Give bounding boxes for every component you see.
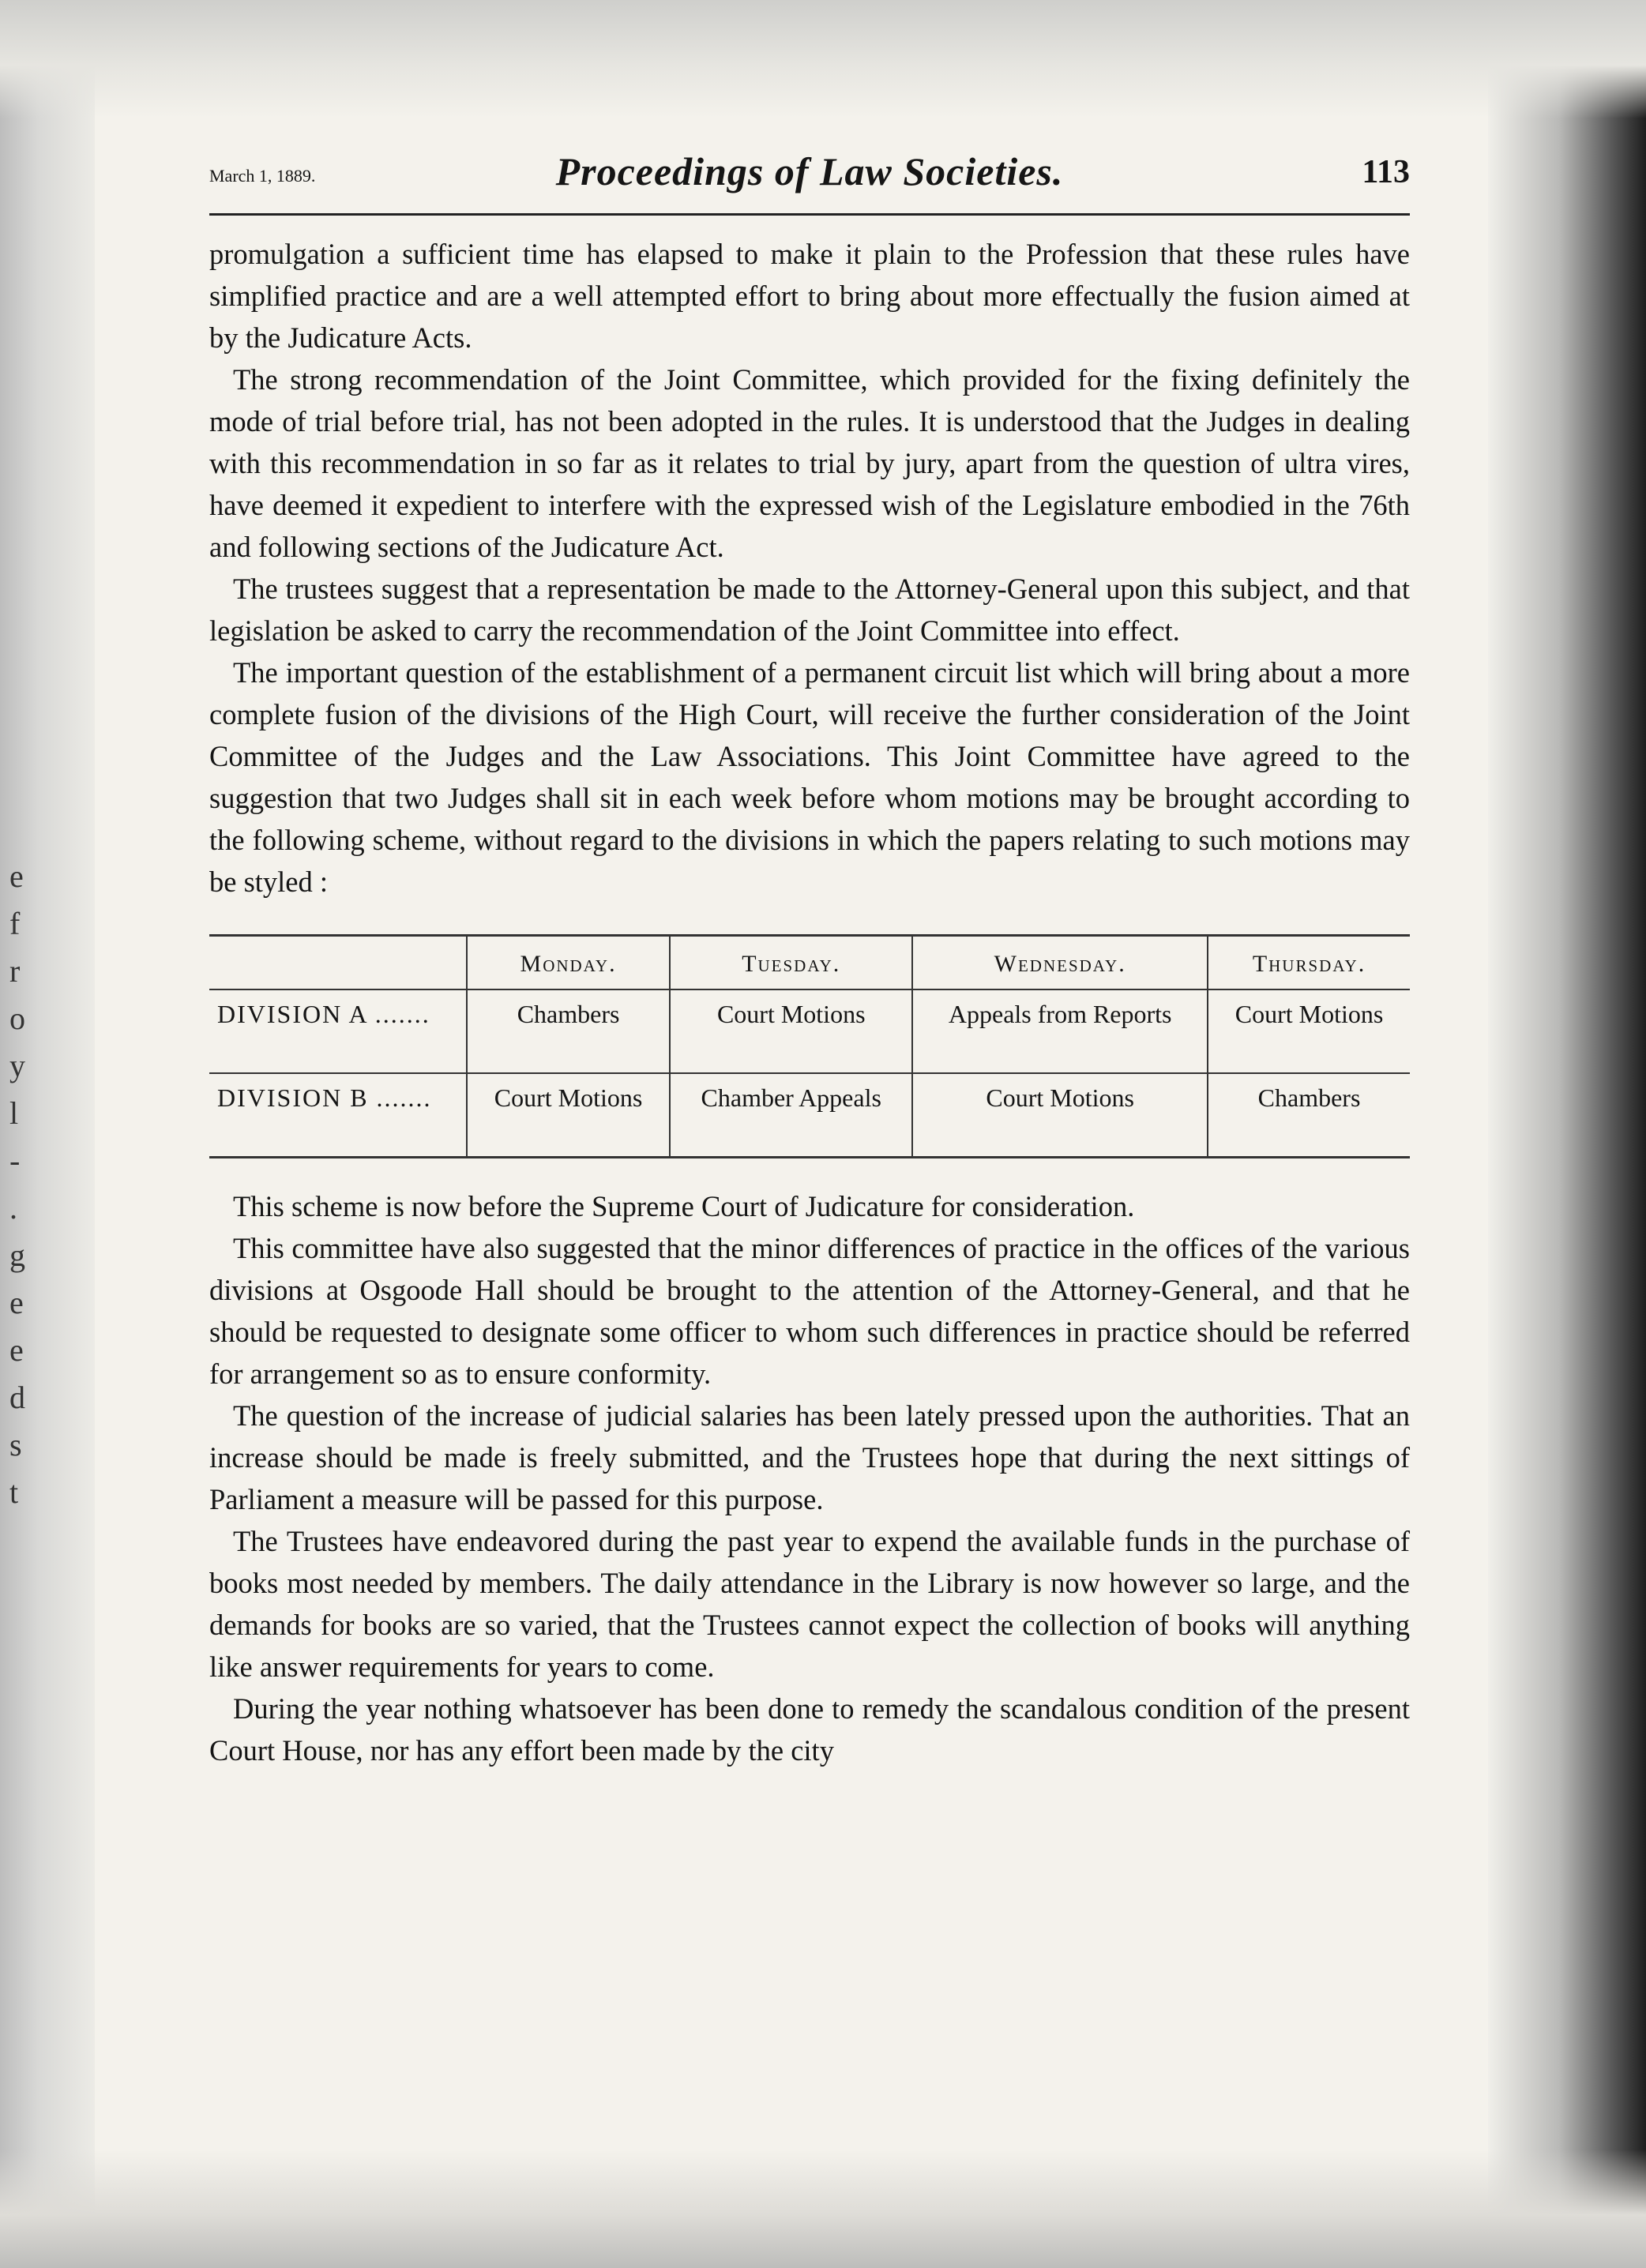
header-cell-wednesday: Wednesday. (912, 936, 1208, 990)
table-cell: Court Motions (1208, 989, 1410, 1073)
table-cell: Court Motions (467, 1073, 670, 1158)
paragraph-5: This scheme is now before the Supreme Court of Judicature for consideration. (233, 1190, 1135, 1222)
header-cell-thursday: Thursday. (1208, 936, 1410, 990)
header-cell-monday: Monday. (467, 936, 670, 990)
table-cell: Chambers (467, 989, 670, 1073)
bottom-page-edge (0, 2150, 1646, 2268)
paragraph-2: The strong recommendation of the Joint Committee, which provided for the fixing definitely the mode of trial before trial, has not been adopted in the rules. It is understood that the Judges in dealing with this recommendation in so far as it relates to trial by jury, apart from the question of ultra vires, have deemed it expedient to interfere with the expressed wish of the Legislature embodied in the 76th and following sections of the Judicature Act. (209, 363, 1410, 563)
table-cell: Court Motions (670, 989, 912, 1073)
header-cell-blank (209, 936, 467, 990)
header-cell-tuesday: Tuesday. (670, 936, 912, 990)
table-cell: Court Motions (912, 1073, 1208, 1158)
top-page-edge (0, 0, 1646, 118)
table-row (209, 1073, 1410, 1158)
paragraph-4: The important question of the establishment of a permanent circuit list which will bring about a more complete fusion of the divisions of the High Court, will receive the further consideration of the Joint Committee of the Judges and the Law Associations. This Joint Committee have agreed to the suggestion that two Judges shall sit in each week before whom motions may be brought according to the following scheme, without regard to the divisions in which the papers relating to such motions may be styled : (209, 656, 1410, 898)
header-title: Proceedings of Law Societies. (555, 149, 1064, 193)
page-number: 113 (1362, 154, 1410, 190)
paragraph-6: This committee have also suggested that the minor differences of practice in the offices of the various divisions at Osgoode Hall should be brought to the attention of the Attorney-General, and that he should be requested to designate some officer to whom such differences in practice should be referred for arrangement so as to ensure conformity. (209, 1232, 1410, 1390)
paragraph-8: The Trustees have endeavored during the past year to expend the available funds in the purchase of books most needed by members. The daily attendance in the Library is now however so large, and the demands for books are so varied, that the Trustees cannot expect the collection of books will anything like answer requirements for years to come. (209, 1525, 1410, 1683)
page-content (209, 142, 1410, 1771)
header-date: March 1, 1889. (209, 166, 316, 186)
table-cell: Chambers (1208, 1073, 1410, 1158)
table-row (209, 989, 1410, 1073)
facing-page-margin-letters: e f r o y l - . g e e d s t (9, 858, 25, 1510)
paragraph-9: During the year nothing whatsoever has been done to remedy the scandalous condition of the present Court House, nor has any effort been made by the city (209, 1692, 1410, 1767)
paragraph-1: promulgation a sufficient time has elapsed to make it plain to the Profession that these rules have simplified practice and are a well attempted effort to bring about more effectually the fusion aimed at by the Judicature Acts. (209, 238, 1410, 354)
running-header (209, 142, 1410, 216)
paragraph-3: The trustees suggest that a representation be made to the Attorney-General upon this subject, and that legislation be asked to carry the recommendation of the Joint Committee into effect. (209, 573, 1410, 647)
paragraph-7: The question of the increase of judicial salaries has been lately pressed upon the authorities. That an increase should be made is freely submitted, and the Trustees hope that during the next sittings of Parliament a measure will be passed for this purpose. (209, 1399, 1410, 1515)
right-page-edge (1488, 0, 1646, 2268)
division-a-label: DIVISION A ....... (209, 989, 467, 1073)
division-b-label: DIVISION B ....... (217, 1083, 432, 1112)
table-cell: Chamber Appeals (670, 1073, 912, 1158)
table-header-row (209, 936, 1410, 990)
table-cell: Appeals from Reports (912, 989, 1208, 1073)
motions-schedule-table (209, 934, 1410, 1158)
